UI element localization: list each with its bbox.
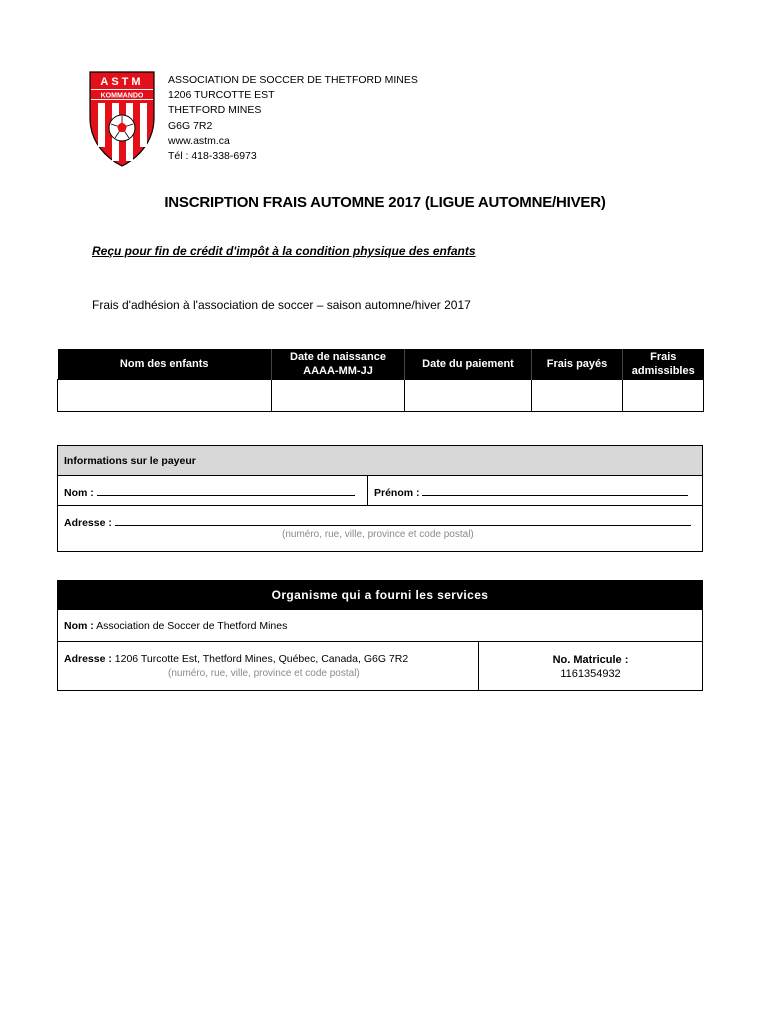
table-header-row <box>58 349 704 380</box>
association-address <box>168 73 418 164</box>
svg-text:KOMMANDO: KOMMANDO <box>100 92 144 100</box>
col-frais-payes: Frais payés <box>532 349 623 380</box>
divider <box>367 476 368 505</box>
address-line: G6G 7R2 <box>168 119 213 132</box>
col-frais-admissibles: Frais admissibles <box>623 349 704 380</box>
org-adresse-label: Adresse : <box>64 653 112 665</box>
address-line: ASSOCIATION DE SOCCER DE THETFORD MINES <box>168 74 418 86</box>
org-adresse-value: 1206 Turcotte Est, Thetford Mines, Québec, Canada, G6G 7R2 <box>114 653 409 665</box>
astm-kommando-logo <box>88 70 156 168</box>
nom-enfant-cell[interactable] <box>58 380 272 412</box>
col-date-paiement: Date du paiement <box>405 349 532 380</box>
frais-payes-cell[interactable] <box>532 380 623 412</box>
prenom-underline[interactable] <box>422 485 688 496</box>
phone-line: Tél : 418-338-6973 <box>168 150 257 163</box>
svg-text:ASTM: ASTM <box>100 76 144 88</box>
org-adresse-hint: (numéro, rue, ville, province et code postal) <box>168 668 360 679</box>
payer-nom-field[interactable] <box>64 485 355 499</box>
payer-prenom-field[interactable] <box>374 485 688 499</box>
organization-section <box>57 580 703 691</box>
payer-heading-bar <box>58 446 702 476</box>
nom-underline[interactable] <box>97 485 355 496</box>
page-title: INSCRIPTION FRAIS AUTOMNE 2017 (LIGUE AUTOMNE/HIVER) <box>164 194 606 211</box>
org-name-row <box>58 610 702 642</box>
website-link[interactable]: www.astm.ca <box>168 134 230 147</box>
matricule-value: 1161354932 <box>560 668 621 680</box>
org-address-row <box>58 642 702 690</box>
payer-heading: Informations sur le payeur <box>64 455 196 467</box>
matricule-label: No. Matricule : <box>552 654 629 666</box>
date-paiement-cell[interactable] <box>405 380 532 412</box>
col-date-naissance: Date de naissance AAAA-MM-JJ <box>272 349 405 380</box>
org-nom-value: Association de Soccer de Thetford Mines <box>96 620 288 632</box>
org-heading: Organisme qui a fourni les services <box>58 581 702 610</box>
children-table <box>57 349 704 412</box>
org-nom-field <box>64 620 287 632</box>
matricule-block <box>479 653 702 681</box>
col-nom-enfants: Nom des enfants <box>58 349 272 380</box>
org-nom-label: Nom : <box>64 620 94 632</box>
fees-description: Frais d'adhésion à l'association de soccer – saison automne/hiver 2017 <box>92 298 471 312</box>
frais-admissibles-cell[interactable] <box>623 380 704 412</box>
prenom-label: Prénom : <box>374 487 420 499</box>
receipt-subtitle: Reçu pour fin de crédit d'impôt à la condition physique des enfants <box>92 244 476 258</box>
adresse-hint: (numéro, rue, ville, province et code postal) <box>282 529 474 540</box>
table-row <box>58 380 704 412</box>
org-adresse-field <box>64 653 408 665</box>
payer-name-row <box>58 476 702 506</box>
payer-adresse-field[interactable] <box>64 515 691 529</box>
adresse-underline[interactable] <box>115 515 691 526</box>
address-line: THETFORD MINES <box>168 104 262 117</box>
address-line: 1206 TURCOTTE EST <box>168 89 275 102</box>
adresse-label: Adresse : <box>64 517 112 529</box>
nom-label: Nom : <box>64 487 94 499</box>
date-naissance-cell[interactable] <box>272 380 405 412</box>
payer-section <box>57 445 703 552</box>
